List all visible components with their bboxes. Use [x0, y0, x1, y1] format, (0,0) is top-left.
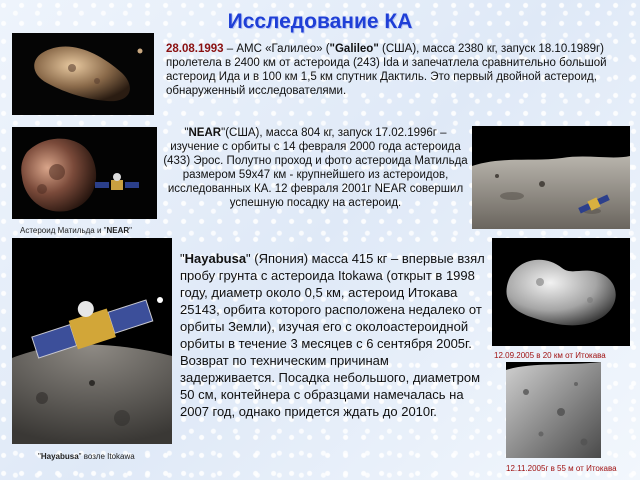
mathilde-caption: Астероид Матильда и "NEAR"	[20, 226, 132, 235]
galileo-date: 28.08.1993	[166, 43, 224, 55]
hayabusa-description: "Hayabusa" (Япония) масса 415 кг – впервые взял пробу грунта с астероида Itokawa (открыт в 1998 году, диаметр около 0,5 км, астероид Итокава 25143, орбита которого расположена недалеко от орбиты Земли), изучая его с околоастероидной орбиты в течение 3 месяцев с 6 сентября 2005г. Возврат по техническим причинам задерживается. Посадка небольшого, диаметром 50 см, контейнера с образцами намечалась на 2007 год, однако придется ждать до 2010г.	[180, 251, 485, 419]
near-description: "NEAR"(США), масса 804 кг, запуск 17.02.1996г – изучение с орбиты с 14 февраля 2000 года астероида (433) Эрос. Полутно проход и фото астероида Матильда размером 59x47 км - крупнейшего из астероидов, исследованных КА. 12 февраля 2001г NEAR совершил успешную посадку на астероид.	[163, 127, 468, 209]
eros-surface-photo	[472, 126, 630, 229]
hayabusa-photo	[12, 238, 172, 444]
ida-asteroid-photo	[12, 33, 154, 115]
mathilde-near-photo	[12, 127, 157, 219]
hayabusa-caption: "Hayabusa" возле Itokawa	[38, 452, 135, 461]
itokawa-55m-photo	[506, 362, 601, 458]
hayabusa-name: Hayabusa	[184, 251, 247, 266]
itokawa-caption-2: 12.11.2005г в 55 м от Итокава	[506, 464, 617, 473]
near-name: NEAR	[188, 127, 222, 139]
itokawa-20km-photo	[492, 238, 630, 346]
galileo-description: 28.08.1993 – АМС «Галилео» ("Galileo" (США), масса 2380 кг, запуск 18.10.1989г) пролетела в 2400 км от астероида (243) Ida и запечатлела сравнительно большой астероид Ида и в 100 км 1,5 км спутник Дактиль. Это первый двойной астероид, обнаруженный исследователями.	[166, 43, 607, 97]
itokawa-caption-1: 12.09.2005 в 20 км от Итокава	[494, 351, 606, 360]
galileo-name: "Galileo"	[329, 43, 379, 55]
page-title: Исследование КА	[227, 10, 413, 33]
